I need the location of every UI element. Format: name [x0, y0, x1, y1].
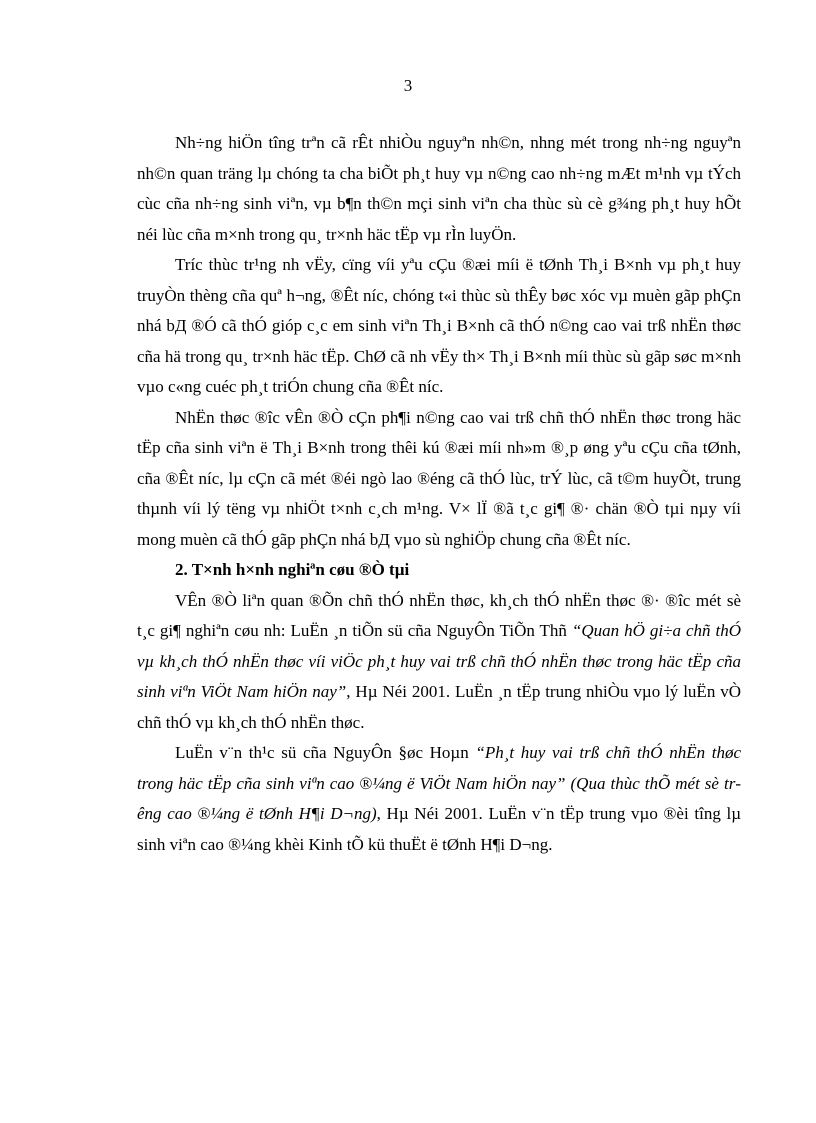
- paragraph-5-italic-title: “Ph¸t huy vai trß chñ thÓ nhËn thøc trong häc tËp cña sinh viªn cao ®¼ng ë ViÖt Nam hiÖn nay” (Qua thùc thÕ mét sè trêng cao ®¼ng ë tØnh H¶i D¬ng): [137, 743, 741, 823]
- paragraph-4-text-b: , Hµ Néi 2001. LuËn ¸n tËp trung nhiÒu vµo lý luËn vÒ chñ thÓ vµ kh¸ch thÓ nhËn thøc.: [137, 682, 741, 732]
- paragraph-4-italic-title: “Quan hÖ gi÷a chñ thÓ vµ kh¸ch thÓ nhËn thøc víi viÖc ph¸t huy vai trß chñ thÓ nhËn thøc trong häc tËp cña sinh viªn ViÖt Nam hiÖn nay”: [137, 621, 741, 701]
- paragraph-1: Nh÷ng hiÖn tîng trªn cã rÊt nhiÒu nguyªn nh©n, nhng mét trong nh÷ng nguyªn nh©n quan träng lµ chóng ta cha biÕt ph¸t huy vµ n©ng cao nh÷ng mÆt m¹nh vµ tÝch cùc cña nh÷ng sinh viªn, vµ b¶n th©n mçi sinh viªn cha thùc sù cè g¾ng ph¸t huy hÕt néi lùc cña m×nh trong qu¸ tr×nh häc tËp vµ rÌn luyÖn.: [137, 133, 741, 244]
- section-heading: 2. T×nh h×nh nghiªn cøu ®Ò tµi: [175, 560, 410, 579]
- paragraph-3: NhËn thøc ®îc vÊn ®Ò cÇn ph¶i n©ng cao vai trß chñ thÓ nhËn thøc trong häc tËp cña sinh viªn ë Th¸i B×nh trong thêi kú ®æi míi nh»m ®¸p øng yªu cÇu cña tØnh, cña ®Êt níc, lµ cÇn cã mét ®éi ngò lao ®éng cã thÓ lùc, trÝ lùc, cã t©m huyÕt, trung thµnh víi lý tëng vµ nhiÖt t×nh c¸ch m¹ng. V× lÏ ®ã t¸c gi¶ ®· chän ®Ò tµi nµy víi mong muèn cã thÓ gãp phÇn nhá bД vµo sù nghiÖp chung cña ®Êt níc.: [137, 407, 741, 549]
- paragraph-5-text-a: LuËn v¨n th¹c sü cña NguyÔn §øc Hoµn: [175, 743, 476, 762]
- paragraph-5-text-b: , Hµ Néi 2001. LuËn v¨n tËp trung vµo ®èi tîng lµ sinh viªn cao ®¼ng khèi Kinh tÕ kü thuËt ë tØnh H¶i D¬ng.: [137, 804, 742, 854]
- document-body: [137, 128, 741, 860]
- paragraph-2: Tríc thùc tr¹ng nh vËy, cïng víi yªu cÇu ®æi míi ë tØnh Th¸i B×nh vµ ph¸t huy truyÒn thèng cña quª h¬ng, ®Êt níc, chóng t«i thùc sù thÊy bøc xóc vµ muèn gãp phÇn nhá bД ®Ó cã thÓ gióp c¸c em sinh viªn Th¸i B×nh cã thÓ n©ng cao vai trß nhËn thøc cña hä trong qu¸ tr×nh häc tËp. ChØ cã nh vËy th× Th¸i B×nh míi thùc sù gãp søc m×nh vµo c«ng cuéc ph¸t triÓn chung cña ®Êt níc.: [137, 255, 741, 396]
- page-number: 3: [403, 76, 413, 95]
- paragraph-4: [137, 586, 741, 739]
- paragraph-4-text-a: VÊn ®Ò liªn quan ®Õn chñ thÓ nhËn thøc, kh¸ch thÓ nhËn thøc ®· ®îc mét sè t¸c gi¶ nghiªn cøu nh: LuËn ¸n tiÕn sü cña NguyÔn TiÕn Thñ: [137, 590, 741, 640]
- paragraph-5: [137, 738, 741, 860]
